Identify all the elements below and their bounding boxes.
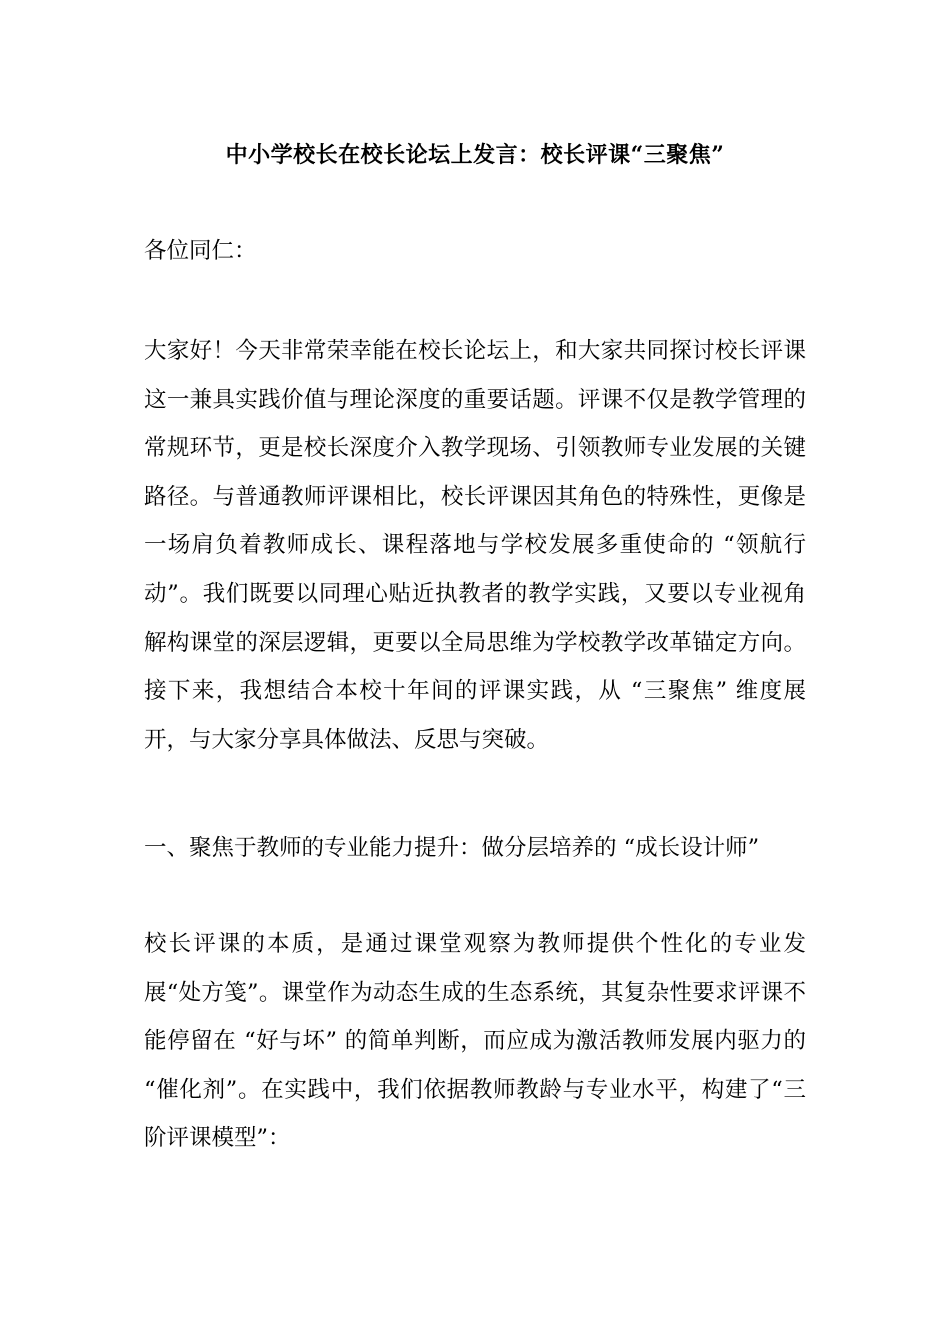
- paragraph-intro: 大家好！今天非常荣幸能在校长论坛上，和大家共同探讨校长评课这一兼具实践价值与理论深度的重要话题。评课不仅是教学管理的常规环节，更是校长深度介入教学现场、引领教师专业发展的关键路径。与普通教师评课相比，校长评课因其角色的特殊性，更像是一场肩负着教师成长、课程落地与学校发展多重使命的 “领航行动”。我们既要以同理心贴近执教者的教学实践，又要以专业视角解构课堂的深层逻辑，更要以全局思维为学校教学改革锚定方向。接下来，我想结合本校十年间的评课实践，从 “三聚焦” 维度展开，与大家分享具体做法、反思与突破。: [144, 338, 806, 753]
- document-title: 中小学校长在校长论坛上发言：校长评课“三聚焦”: [225, 142, 725, 168]
- greeting: 各位同仁：: [144, 238, 257, 264]
- paragraph-section-1: 校长评课的本质，是通过课堂观察为教师提供个性化的专业发展“处方笺”。课堂作为动态生成的生态系统，其复杂性要求评课不能停留在 “好与坏” 的简单判断，而应成为激活教师发展内驱力的 “催化剂”。在实践中，我们依据教师教龄与专业水平，构建了“三阶评课模型”：: [144, 931, 806, 1152]
- section-heading-1: 一、聚焦于教师的专业能力提升：做分层培养的 “成长设计师”: [144, 835, 760, 861]
